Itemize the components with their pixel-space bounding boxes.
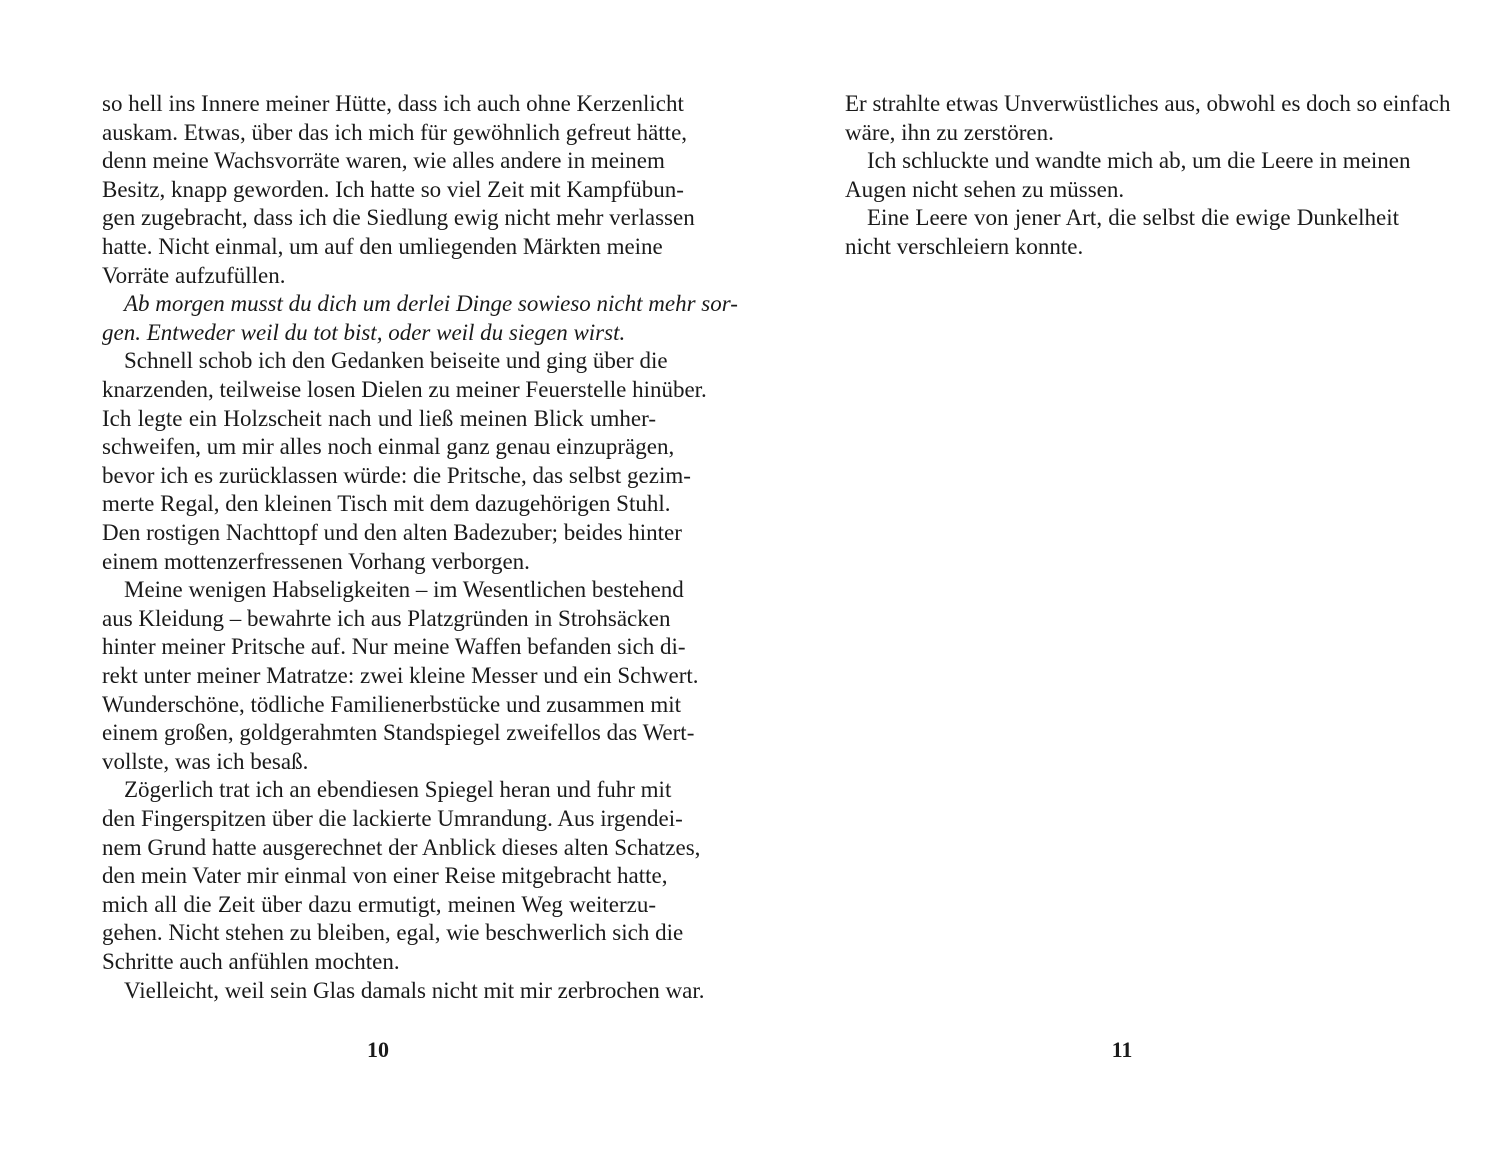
italic-thought-line: Ab morgen musst du dich um derlei Dinge sowieso nicht mehr sor- [124, 291, 738, 317]
text-line: hatte. Nicht einmal, um auf den umliegenden Märkten meine [102, 234, 663, 259]
text-line: Schnell schob ich den Gedanken beiseite und ging über die [124, 348, 668, 374]
text-line: hinter meiner Pritsche auf. Nur meine Waffen befanden sich di- [102, 634, 686, 660]
text-line: Ich legte ein Holzscheit nach und ließ meinen Blick umher- [102, 405, 656, 431]
text-line: Schritte auch anfühlen mochten. [102, 949, 400, 974]
text-line: knarzenden, teilweise losen Dielen zu meiner Feuerstelle hinüber. [102, 377, 707, 402]
text-line: einem mottenzerfressenen Vorhang verborgen. [102, 548, 530, 574]
page-number: 11 [1111, 1037, 1133, 1062]
text-line: Vorräte aufzufüllen. [102, 262, 286, 288]
text-line: Besitz, knapp geworden. Ich hatte so viel Zeit mit Kampfübun- [102, 176, 684, 202]
text-line: den Fingerspitzen über die lackierte Umrandung. Aus irgendei- [102, 806, 683, 831]
right-page [750, 0, 1500, 1153]
text-line: nem Grund hatte ausgerechnet der Anblick dieses alten Schatzes, [102, 834, 701, 860]
italic-thought-line: gen. Entweder weil du tot bist, oder weil du siegen wirst. [102, 319, 626, 345]
text-line: gehen. Nicht stehen zu bleiben, egal, wie beschwerlich sich die [102, 920, 684, 946]
text-line: rekt unter meiner Matratze: zwei kleine Messer und ein Schwert. [102, 663, 699, 688]
text-line: schweifen, um mir alles noch einmal ganz genau einzuprägen, [102, 434, 675, 460]
text-line: vollste, was ich besaß. [102, 748, 309, 774]
text-line: Eine Leere von jener Art, die selbst die ewige Dunkelheit [867, 205, 1399, 231]
text-line: Meine wenigen Habseligkeiten – im Wesentlichen bestehend [124, 577, 684, 603]
text-line: auskam. Etwas, über das ich mich für gewöhnlich gefreut hätte, [102, 119, 688, 145]
text-line: Er strahlte etwas Unverwüstliches aus, obwohl es doch so einfach [845, 91, 1451, 116]
text-line: mich all die Zeit über dazu ermutigt, meinen Weg weiterzu- [102, 891, 656, 917]
text-line: Wunderschöne, tödliche Familienerbstücke und zusammen mit [102, 691, 682, 717]
text-line: gen zugebracht, dass ich die Siedlung ewig nicht mehr verlassen [102, 205, 695, 231]
text-line: aus Kleidung – bewahrte ich aus Platzgründen in Strohsäcken [102, 605, 671, 631]
text-line: Vielleicht, weil sein Glas damals nicht mit mir zerbrochen war. [124, 977, 705, 1003]
text-line: bevor ich es zurücklassen würde: die Pritsche, das selbst gezim- [102, 462, 691, 488]
text-line: so hell ins Innere meiner Hütte, dass ich auch ohne Kerzenlicht [102, 91, 684, 116]
text-line: Den rostigen Nachttopf und den alten Badezuber; beides hinter [102, 520, 682, 545]
text-line: nicht verschleiern konnte. [845, 234, 1084, 259]
text-line: Augen nicht sehen zu müssen. [845, 176, 1125, 202]
text-line: Zögerlich trat ich an ebendiesen Spiegel heran und fuhr mit [124, 777, 672, 803]
text-line: merte Regal, den kleinen Tisch mit dem dazugehörigen Stuhl. [102, 491, 671, 517]
page-number: 10 [367, 1037, 389, 1062]
text-line: einem großen, goldgerahmten Standspiegel zweifellos das Wert- [102, 720, 695, 746]
text-line: Ich schluckte und wandte mich ab, um die Leere in meinen [867, 148, 1411, 174]
text-line: denn meine Wachsvorräte waren, wie alles andere in meinem [102, 148, 665, 174]
text-line: wäre, ihn zu zerstören. [845, 119, 1054, 145]
text-line: den mein Vater mir einmal von einer Reise mitgebracht hatte, [102, 863, 668, 889]
